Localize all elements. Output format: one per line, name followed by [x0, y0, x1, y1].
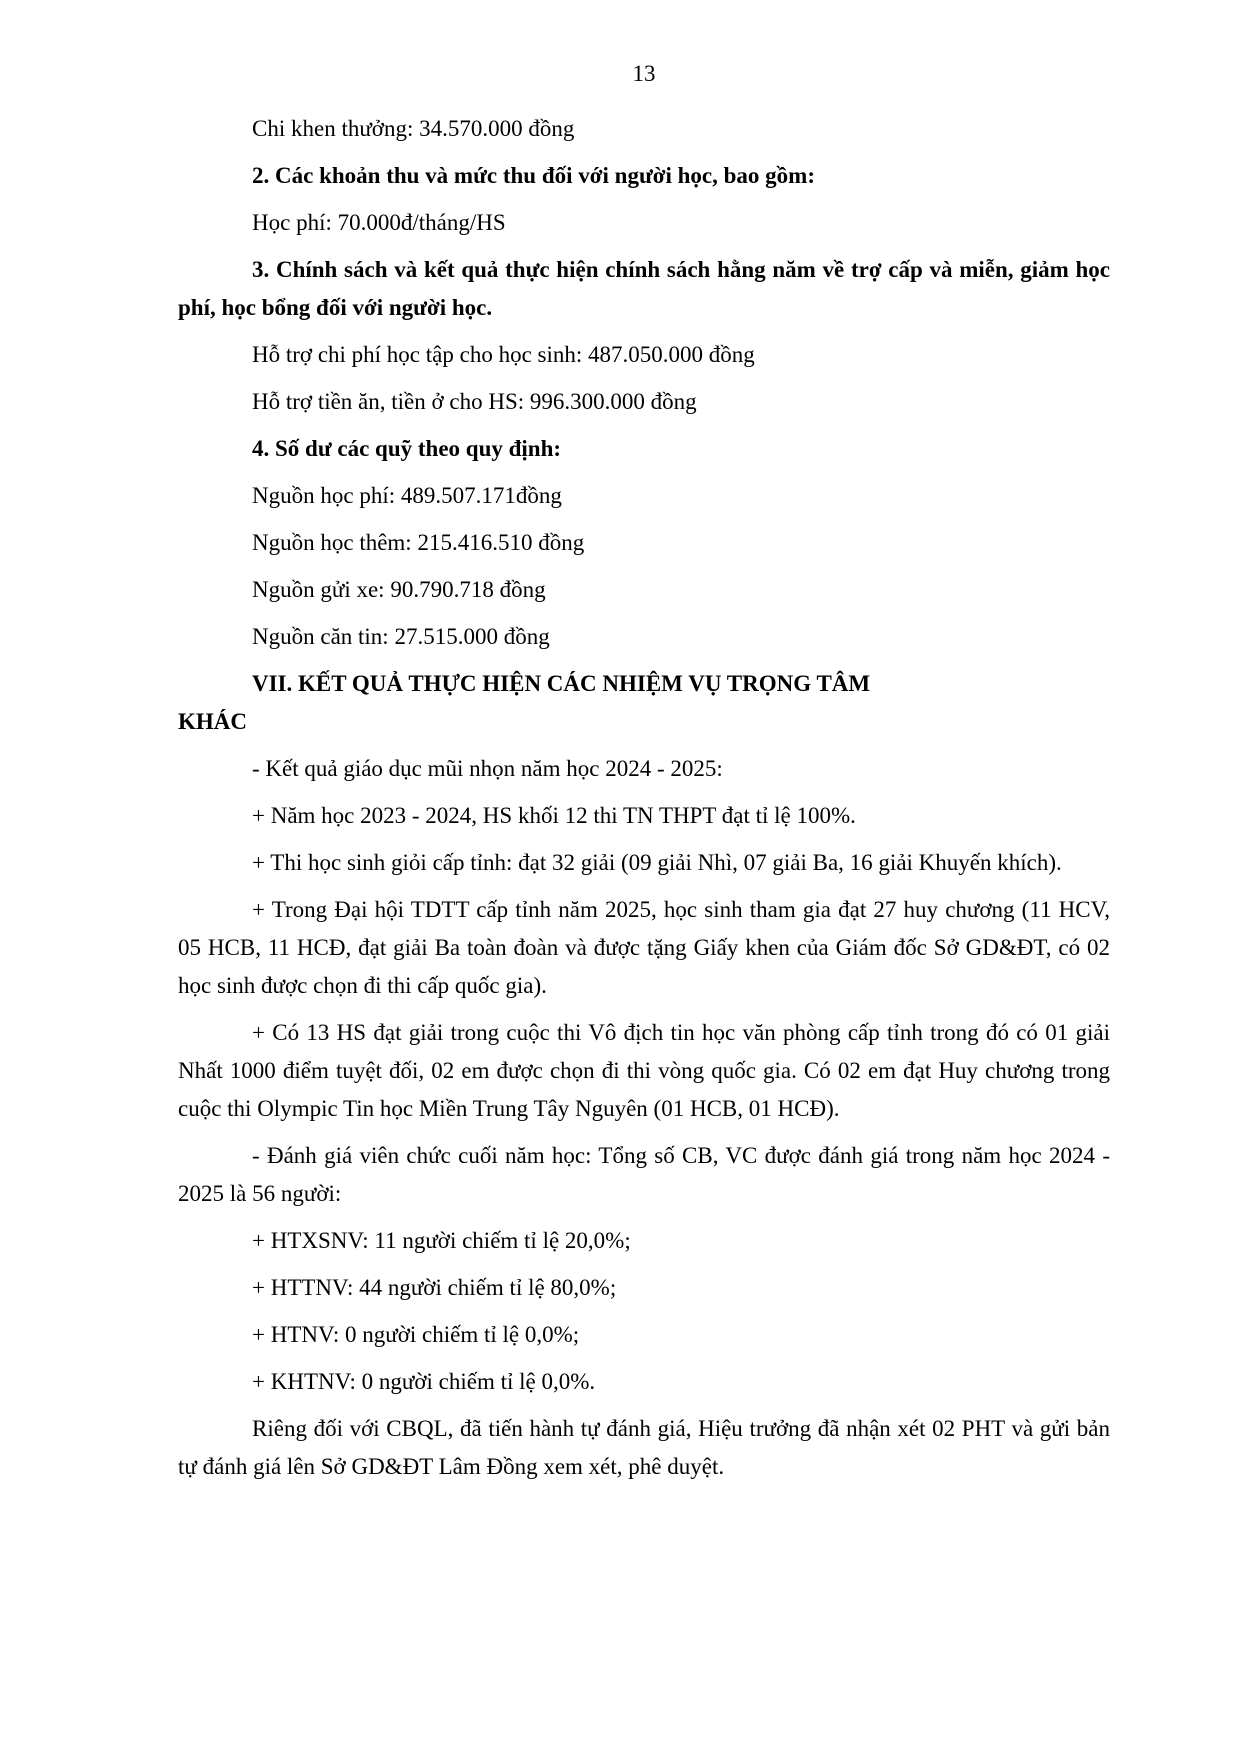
para-cbql-evaluation: Riêng đối với CBQL, đã tiến hành tự đánh giá, Hiệu trưởng đã nhận xét 02 PHT và gửi bản tự đánh giá lên Sở GD&ĐT Lâm Đồng xem xét, phê duyệt. [178, 1416, 1110, 1479]
heading-section-3: 3. Chính sách và kết quả thực hiện chính sách hằng năm về trợ cấp và miễn, giảm học phí, học bổng đối với người học. [178, 257, 1110, 320]
heading-section-7-line1: VII. KẾT QUẢ THỰC HIỆN CÁC NHIỆM VỤ TRỌNG TÂM [252, 671, 871, 696]
para-study-support: Hỗ trợ chi phí học tập cho học sinh: 487.050.000 đồng [252, 342, 755, 367]
heading-section-4: 4. Số dư các quỹ theo quy định: [252, 436, 562, 461]
para-staff-evaluation: - Đánh giá viên chức cuối năm học: Tổng số CB, VC được đánh giá trong năm học 2024 - 2025 là 56 người: [178, 1143, 1110, 1206]
para-httnv: + HTTNV: 44 người chiếm tỉ lệ 80,0%; [252, 1275, 617, 1300]
para-khtnv: + KHTNV: 0 người chiếm tỉ lệ 0,0%. [252, 1369, 596, 1394]
para-meal-support: Hỗ trợ tiền ăn, tiền ở cho HS: 996.300.000 đồng [252, 389, 697, 414]
heading-section-2: 2. Các khoản thu và mức thu đối với người học, bao gồm: [252, 163, 815, 188]
para-graduation-rate: + Năm học 2023 - 2024, HS khối 12 thi TN THPT đạt tỉ lệ 100%. [252, 803, 856, 828]
para-gifted-education-result: - Kết quả giáo dục mũi nhọn năm học 2024 - 2025: [252, 756, 723, 781]
page-number: 13 [632, 61, 656, 86]
para-fund-extra-class: Nguồn học thêm: 215.416.510 đồng [252, 530, 585, 555]
heading-section-7 [178, 665, 1110, 741]
para-fund-parking: Nguồn gửi xe: 90.790.718 đồng [252, 577, 546, 602]
para-provincial-contest: + Thi học sinh giỏi cấp tỉnh: đạt 32 giải (09 giải Nhì, 07 giải Ba, 16 giải Khuyến khích). [252, 850, 1062, 875]
heading-section-7-line2: KHÁC [178, 709, 247, 734]
para-tuition-fee: Học phí: 70.000đ/tháng/HS [252, 210, 506, 235]
para-fund-tuition: Nguồn học phí: 489.507.171đồng [252, 483, 562, 508]
para-htnv: + HTNV: 0 người chiếm tỉ lệ 0,0%; [252, 1322, 580, 1347]
para-reward-expense: Chi khen thưởng: 34.570.000 đồng [252, 116, 575, 141]
para-informatics-contest: + Có 13 HS đạt giải trong cuộc thi Vô địch tin học văn phòng cấp tỉnh trong đó có 01 giải Nhất 1000 điểm tuyệt đối, 02 em được chọn đi thi vòng quốc gia. Có 02 em đạt Huy chương trong cuộc thi Olympic Tin học Miền Trung Tây Nguyên (01 HCB, 01 HCĐ). [178, 1020, 1110, 1121]
para-htxsnv: + HTXSNV: 11 người chiếm tỉ lệ 20,0%; [252, 1228, 631, 1253]
para-fund-canteen: Nguồn căn tin: 27.515.000 đồng [252, 624, 550, 649]
para-sports-festival: + Trong Đại hội TDTT cấp tỉnh năm 2025, học sinh tham gia đạt 27 huy chương (11 HCV, 05 HCB, 11 HCĐ, đạt giải Ba toàn đoàn và được tặng Giấy khen của Giám đốc Sở GD&ĐT, có 02 học sinh được chọn đi thi cấp quốc gia). [178, 897, 1110, 998]
